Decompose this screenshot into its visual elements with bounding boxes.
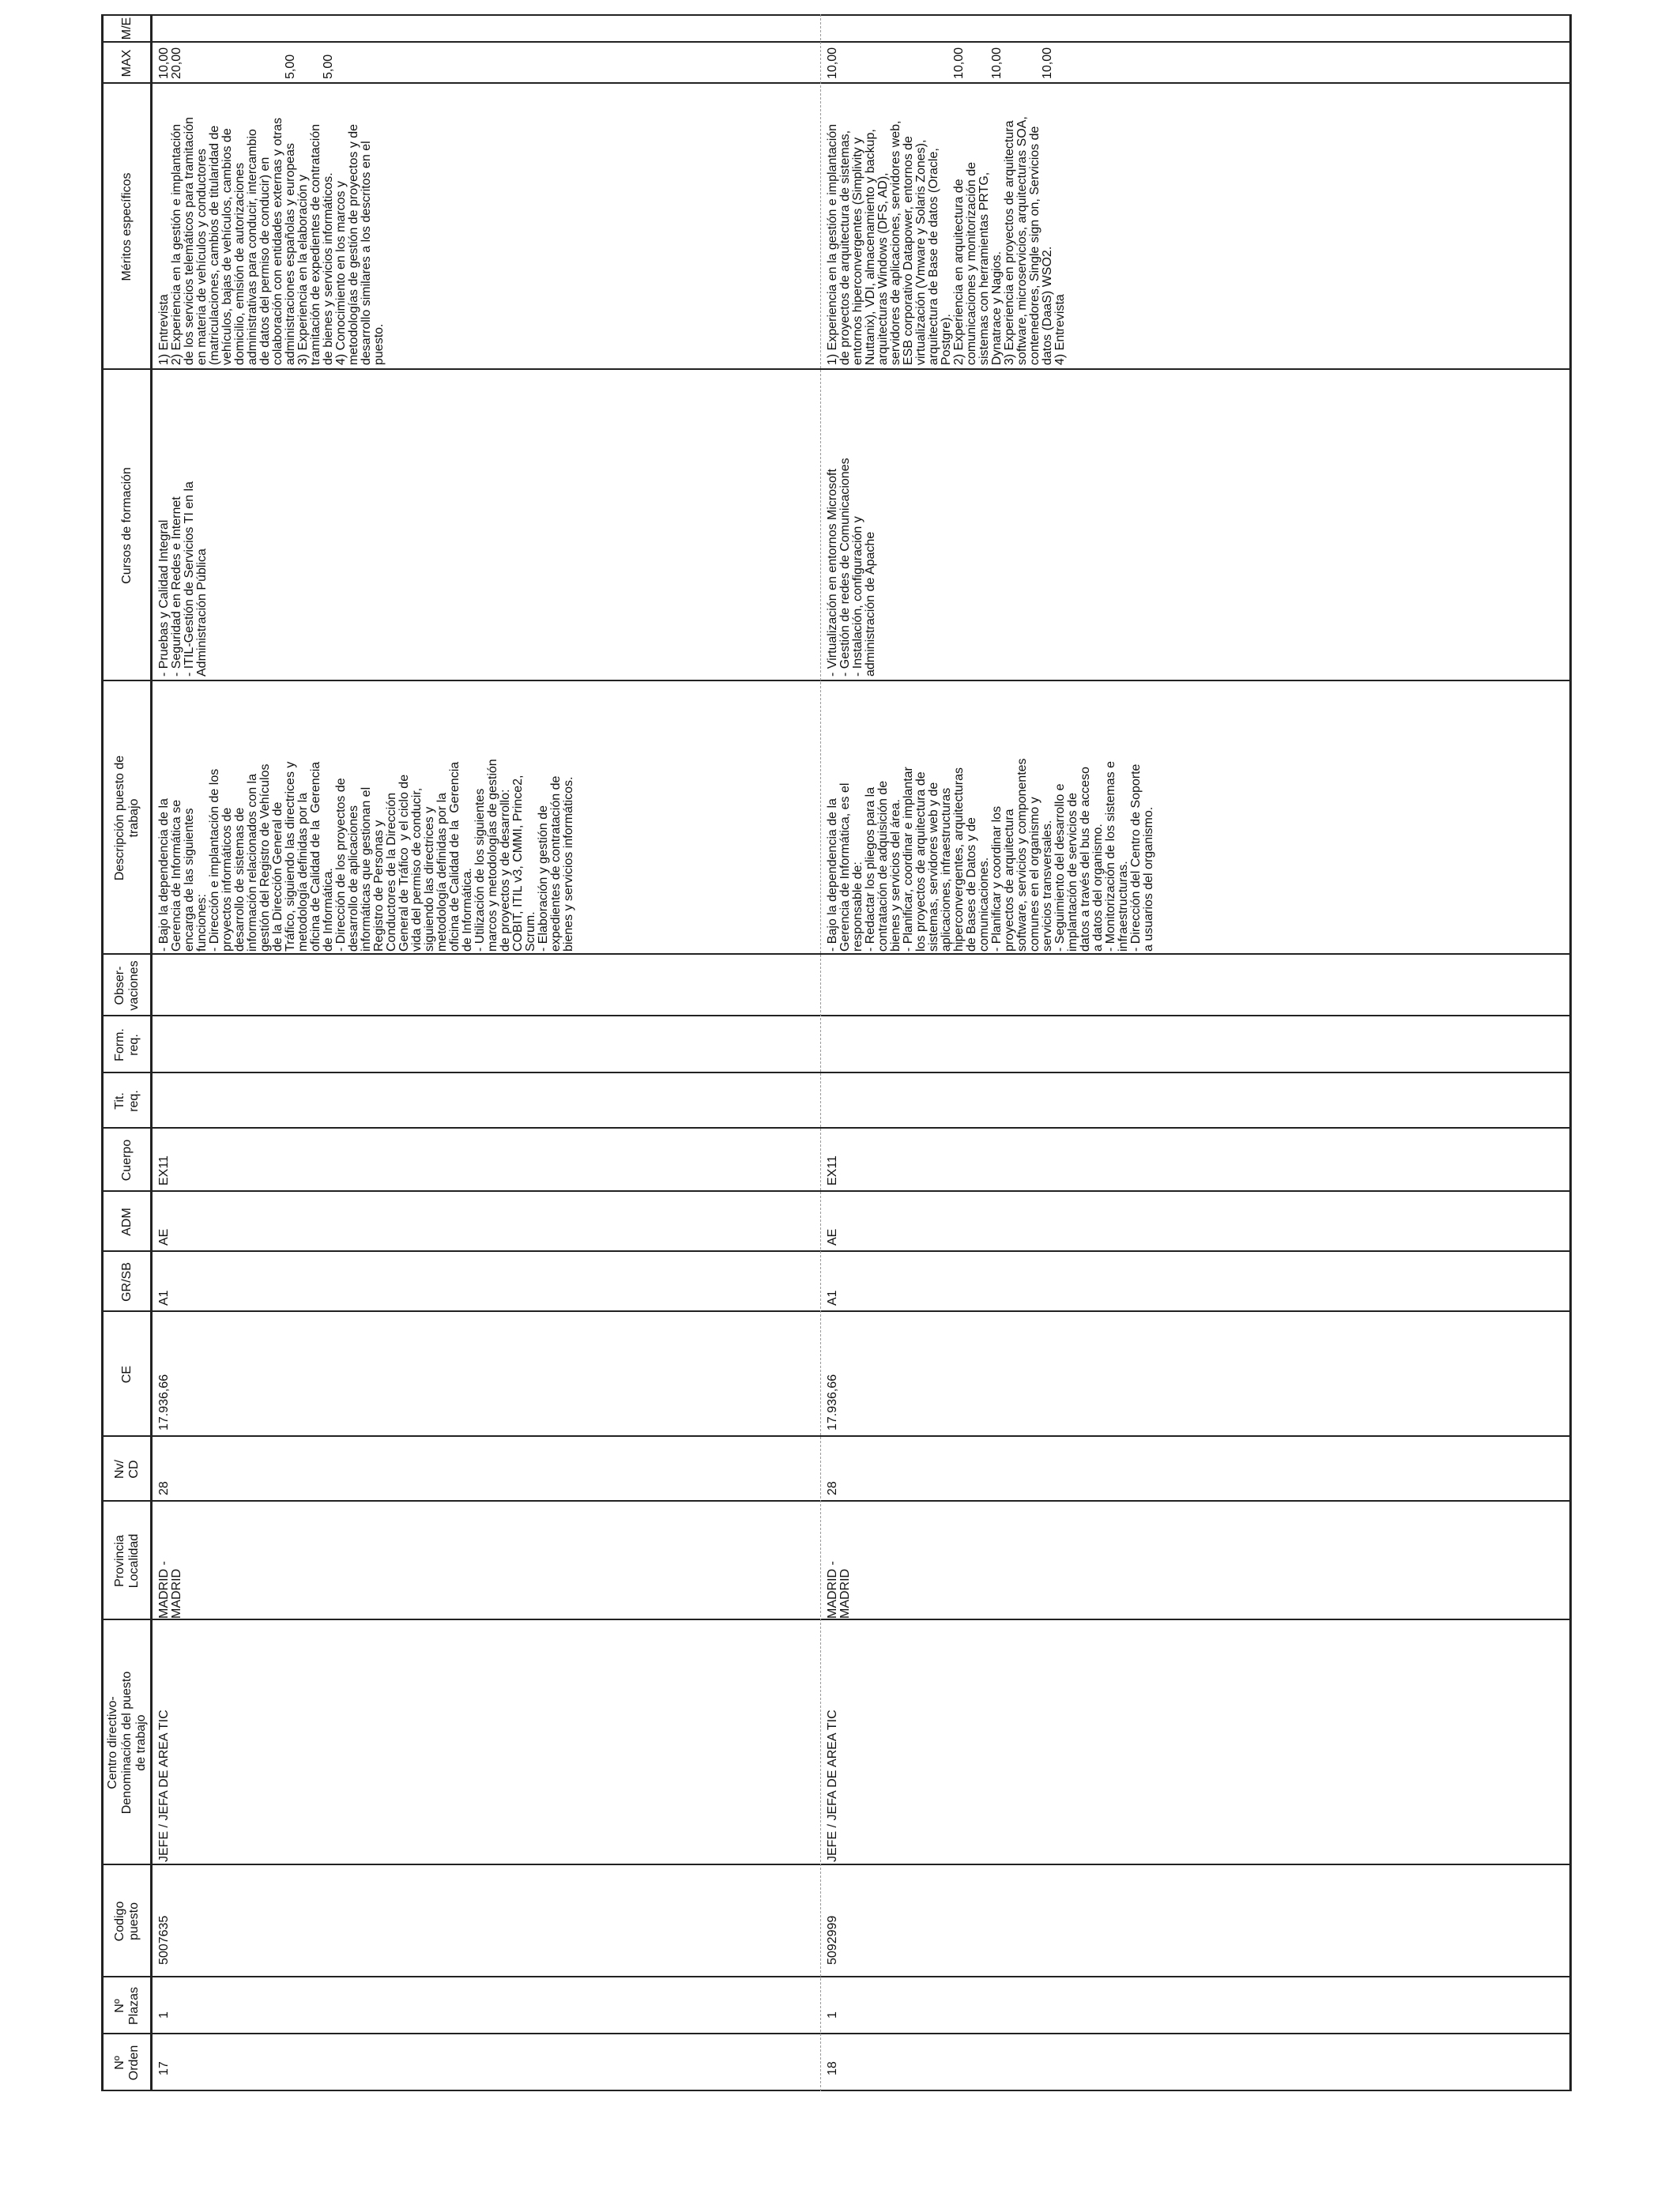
header-meritos: Méritos específicos [119, 172, 134, 281]
header-titulacion: Tit. req. [112, 1090, 141, 1112]
header-ce: CE [119, 1365, 134, 1384]
header-centro: Centro directivo- Denominación del puesto de trabajo [105, 1671, 148, 1815]
meritos-cell: 1) Experiencia en la gestión e implantación de proyectos de arquitectura de sistemas, entornos hiperconvergentes (Simplivity y Nuttanix), VDI, almacenamiento y backup, arquitecturas Windows (DFS, AD), servidores de aplicaciones, servidores web, ESB corporativo Datapower, entornos de virtualización (Vmware y Solaris Zones), arquitectura de Base de datos (Oracle, Postgre). 2) Experiencia en arquitectura de comunicaciones y monitorización de sistemas con herramientas PRTG, Dynatrace y Nagios. 3) Experiencia en proyectos de arquitectura software, microservicios, arquitecturas SOA, contenedores, Single sign on, Servicios de datos (DaaS) WSO2. 4) Entrevista [826, 116, 1067, 365]
ce-cell: 17.936,66 [826, 1374, 839, 1431]
header-formacion: Form. req. [112, 1028, 141, 1061]
grupo-cell: A1 [157, 1290, 171, 1306]
column-divider [101, 1190, 1572, 1192]
max-value: 20,00 [170, 47, 183, 79]
provincia-cell: MADRID - MADRID [826, 1561, 852, 1619]
grupo-cell: A1 [826, 1290, 839, 1306]
header-orden: Nº Orden [112, 2045, 141, 2081]
header-codigo: Codigo puesto [112, 1901, 141, 1942]
cursos-cell: - Pruebas y Calidad Integral - Seguridad en Redes e Internet - ITIL-Gestión de Servicios TI en la Administración Pública [157, 481, 209, 677]
plazas-cell: 1 [826, 2011, 839, 2019]
orden-cell: 18 [826, 2061, 839, 2075]
column-divider [101, 14, 1572, 16]
centro-cell: JEFE / JEFA DE AREA TIC [826, 1710, 839, 1862]
row-separator [820, 14, 821, 2091]
header-nivel: Nv/ CD [112, 1460, 141, 1479]
column-divider [101, 1976, 1572, 1977]
cursos-cell: - Virtualización en entornos Microsoft - Gestión de redes de Comunicaciones - Instalación, configuración y administración de Apache [826, 458, 877, 677]
max-value: 5,00 [284, 54, 297, 79]
descripcion-cell: - Bajo la dependencia de la Gerencia de Informática, es el responsable de: - Redactar los pliegos para la contratación de adquisición de bienes y servicios del área. - Planificar, coordinar e implantar los proyectos de arquitectura de sistemas, servidores web y de aplicaciones, infraestructuras hiperconvergentes, arquitecturas de Bases de Datos y de comunicaciones. - Planificar y coordinar los proyectos de arquitectura software, servicios y componentes comunes en el organismo y servicios transversales. - Seguimiento del desarrollo e implantación de servicios de datos a través del bus de acceso a datos del organismo. - Monitorización de los sistemas e infraestructuras. - Dirección del Centro de Soporte a usuarios del organismo. [826, 758, 1155, 952]
column-divider [101, 368, 1572, 370]
header-max: MAX [119, 49, 134, 77]
header-provincia: Provincia Localidad [112, 1533, 141, 1589]
cuerpo-cell: EX11 [157, 1155, 171, 1186]
column-divider [101, 1310, 1572, 1312]
table-header [101, 14, 153, 2091]
max-value: 10,00 [1041, 47, 1054, 79]
column-divider [101, 82, 1572, 84]
max-value: 10,00 [157, 47, 171, 79]
codigo-cell: 5007635 [157, 1915, 171, 1965]
column-divider [101, 1015, 1572, 1016]
column-divider [101, 1619, 1572, 1620]
descripcion-cell: - Bajo la dependencia de la Gerencia de Informática se encarga de las siguientes funciones: - Dirección e implantación de los proyectos informáticos de desarrollo de sistemas de información relacionados con la gestión del Registro de Vehículos de la Dirección General de Tráfico, siguiendo las directrices y metodología definidas por la oficina de Calidad de la Gerencia de Informática. - Dirección de los proyectos de desarrollo de aplicaciones informáticas que gestionan el Registro de Personas y Conductores de la Dirección General de Tráfico y el ciclo de vida del permiso de conducir, siguiendo las directrices y metodología definidas por la oficina de Calidad de la Gerencia de Informática. - Utilización de los siguientes marcos y metodologías de gestión de proyectos y de desarrollo: COBIT, ITIL v3, CMMI, Prince2, Scrum. - Elaboración y gestión de expedientes de contratación de bienes y servicios informáticos. [157, 759, 575, 952]
header-observaciones: Obser- vaciones [112, 960, 141, 1011]
column-divider [101, 953, 1572, 955]
header-plazas: Nº Plazas [112, 1986, 141, 2026]
codigo-cell: 5092999 [826, 1915, 839, 1965]
plazas-cell: 1 [157, 2011, 171, 2019]
column-divider [101, 1250, 1572, 1252]
column-divider [101, 2033, 1572, 2034]
cuerpo-cell: EX11 [826, 1155, 839, 1186]
column-divider [101, 1127, 1572, 1129]
header-adm: ADM [119, 1208, 134, 1236]
max-value: 10,00 [826, 47, 839, 79]
max-value: 5,00 [322, 54, 335, 79]
max-value: 10,00 [952, 47, 966, 79]
max-value: 10,00 [990, 47, 1004, 79]
header-cursos: Cursos de formación [119, 467, 134, 584]
column-divider [101, 1864, 1572, 1865]
centro-cell: JEFE / JEFA DE AREA TIC [157, 1710, 171, 1862]
column-divider [101, 680, 1572, 681]
column-divider [101, 1072, 1572, 1073]
nivel-cell: 28 [826, 1481, 839, 1495]
column-divider [101, 1500, 1572, 1502]
column-divider [101, 2090, 1572, 2091]
meritos-cell: 1) Entrevista 2) Experiencia en la gestión e implantación de los servicios telemáticos para tramitación en materia de vehículos y conductores (matriculaciones, cambios de titularidad de vehículos, bajas de vehículos, cambios de domicilio, emisión de autorizaciones administrativas para conducir, intercambio de datos del permiso de conducir) en colaboración con entidades externas y otras administraciones españolas y europeas 3) Experiencia en la elaboración y tramitación de expedientes de contratación de bienes y servicios informáticos. 4) Conocimiento en los marcos y metodologías de gestión de proyectos y de desarrollo similares a los descritos en el puesto. [157, 117, 386, 365]
header-grupo: GR/SB [119, 1262, 134, 1302]
provincia-cell: MADRID - MADRID [157, 1561, 183, 1619]
rotated-table [101, 14, 1586, 2091]
adm-cell: AE [157, 1228, 171, 1246]
table-bottom-border [1569, 14, 1572, 2091]
header-descripcion: Descripción puesto de trabajo [112, 755, 141, 881]
column-divider [101, 1435, 1572, 1437]
adm-cell: AE [826, 1228, 839, 1246]
nivel-cell: 28 [157, 1481, 171, 1495]
ce-cell: 17.936,66 [157, 1374, 171, 1431]
orden-cell: 17 [157, 2061, 171, 2075]
header-cuerpo: Cuerpo [119, 1139, 134, 1182]
column-divider [101, 41, 1572, 43]
header-me: M/E [119, 17, 134, 40]
